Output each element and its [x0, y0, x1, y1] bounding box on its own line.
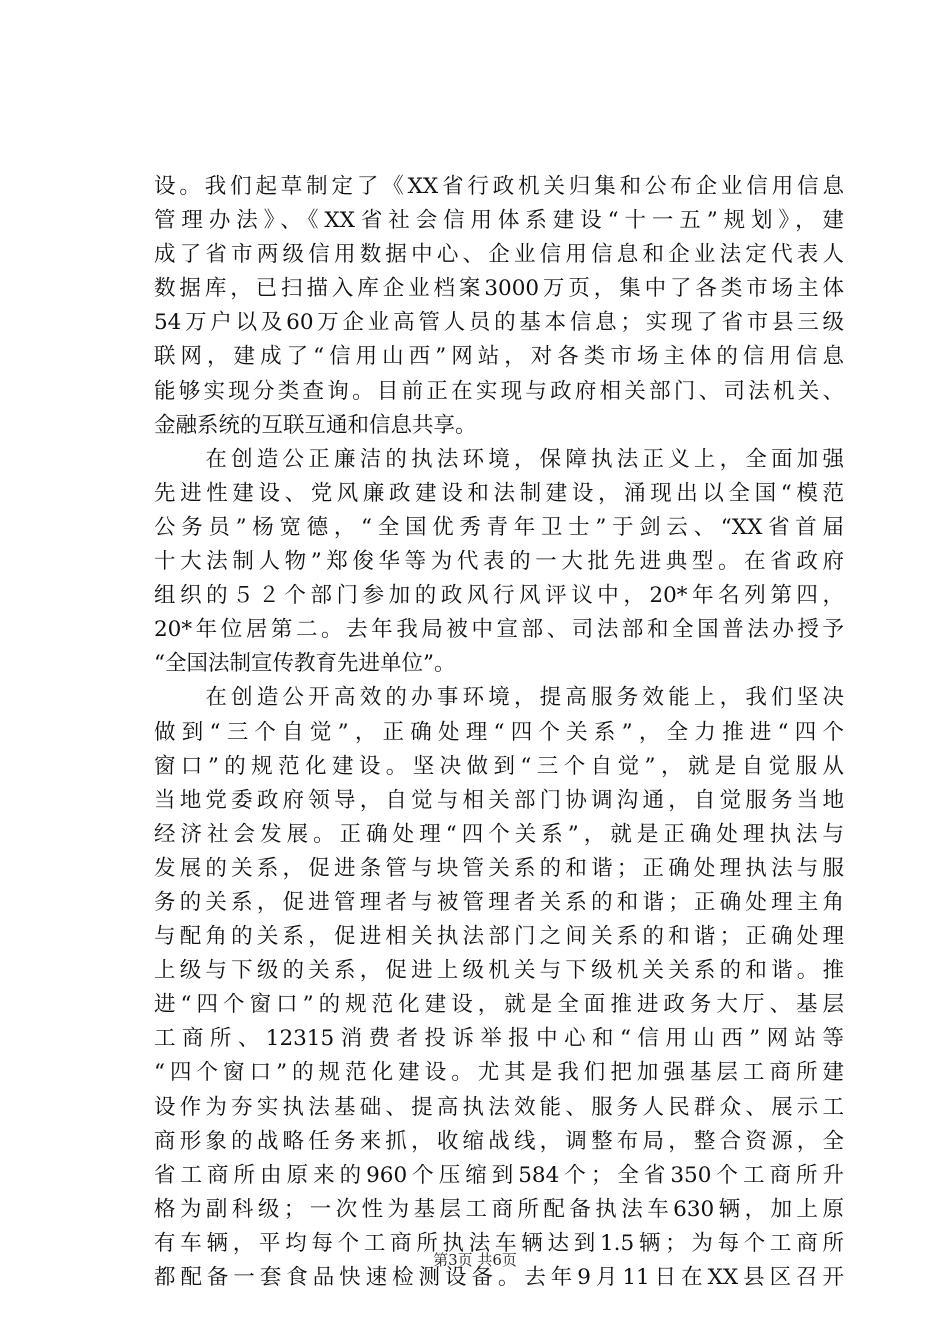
text-line: 成了省市两级信用数据中心、企业信用信息和企业法定代表人 — [154, 242, 844, 268]
document-body — [154, 170, 844, 1295]
text-line: 务的关系，促进管理者与被管理者关系的和谐；正确处理主角 — [154, 889, 844, 915]
text-line: 设。我们起草制定了《XX省行政机关归集和公布企业信用信息 — [154, 174, 844, 199]
text-line: 经济社会发展。正确处理“四个关系”，就是正确处理执法与 — [154, 821, 844, 847]
text-line: 与配角的关系，促进相关执法部门之间关系的和谐；正确处理 — [154, 924, 844, 950]
text-line: “四个窗口”的规范化建设。尤其是我们把加强基层工商所建 — [154, 1060, 844, 1086]
page-number-footer: 第3页 共6页 — [433, 1251, 517, 1269]
text-line: 格为副科级；一次性为基层工商所配备执法车630辆，加上原 — [154, 1196, 844, 1222]
text-line: 设作为夯实执法基础、提高执法效能、服务人民群众、展示工 — [154, 1094, 844, 1120]
text-line: 组织的５２个部门参加的政风行风评议中，20*年名列第四， — [154, 583, 844, 609]
text-line: 先进性建设、党风廉政建设和法制建设，涌现出以全国“模范 — [154, 480, 844, 506]
text-line: 省工商所由原来的960个压缩到584个；全省350个工商所升 — [154, 1162, 844, 1188]
paragraph-start-line: 在创造公正廉洁的执法环境，保障执法正义上，全面加强 — [154, 446, 844, 472]
text-line: 十大法制人物”郑俊华等为代表的一大批先进典型。在省政府 — [154, 549, 844, 575]
text-line: 做到“三个自觉”，正确处理“四个关系”，全力推进“四个 — [154, 719, 844, 745]
text-line: 有车辆，平均每个工商所执法车辆达到1.5辆；为每个工商所 — [154, 1230, 844, 1256]
text-line: 商形象的战略任务来抓，收缩战线，调整布局，整合资源，全 — [154, 1128, 844, 1154]
text-line: 管理办法》、《XX省社会信用体系建设“十一五”规划》，建 — [154, 208, 844, 234]
text-line: 工商所、12315消费者投诉举报中心和“信用山西”网站等 — [154, 1026, 844, 1052]
text-line: 发展的关系，促进条管与块管关系的和谐；正确处理执法与服 — [154, 855, 844, 881]
text-line: 窗口”的规范化建设。坚决做到“三个自觉”，就是自觉服从 — [154, 753, 844, 779]
text-line: 上级与下级的关系，促进上级机关与下级机关关系的和谐。推 — [154, 958, 844, 984]
text-line: 金融系统的互联互通和信息共享。 — [154, 412, 477, 438]
text-line: 能够实现分类查询。目前正在实现与政府相关部门、司法机关、 — [154, 378, 844, 404]
text-line: 当地党委政府领导，自觉与相关部门协调沟通，自觉服务当地 — [154, 787, 844, 813]
text-line: 数据库，已扫描入库企业档案3000万页，集中了各类市场主体 — [154, 276, 844, 302]
text-line: 进“四个窗口”的规范化建设，就是全面推进政务大厅、基层 — [154, 992, 844, 1018]
paragraph-start-line: 在创造公开高效的办事环境，提高服务效能上，我们坚决 — [154, 685, 844, 711]
text-line: 都配备一套食品快速检测设备。去年9月11日在XX县区召开 — [154, 1265, 844, 1290]
text-line: “全国法制宣传教育先进单位”。 — [154, 651, 456, 677]
text-line: 20*年位居第二。去年我局被中宣部、司法部和全国普法办授予 — [154, 617, 844, 643]
text-line: 54万户以及60万企业高管人员的基本信息；实现了省市县三级 — [154, 310, 844, 336]
text-line: 联网，建成了“信用山西”网站，对各类市场主体的信用信息 — [154, 344, 844, 370]
text-line: 公务员”杨宽德，“全国优秀青年卫士”于剑云、“XX省首届 — [154, 514, 844, 540]
